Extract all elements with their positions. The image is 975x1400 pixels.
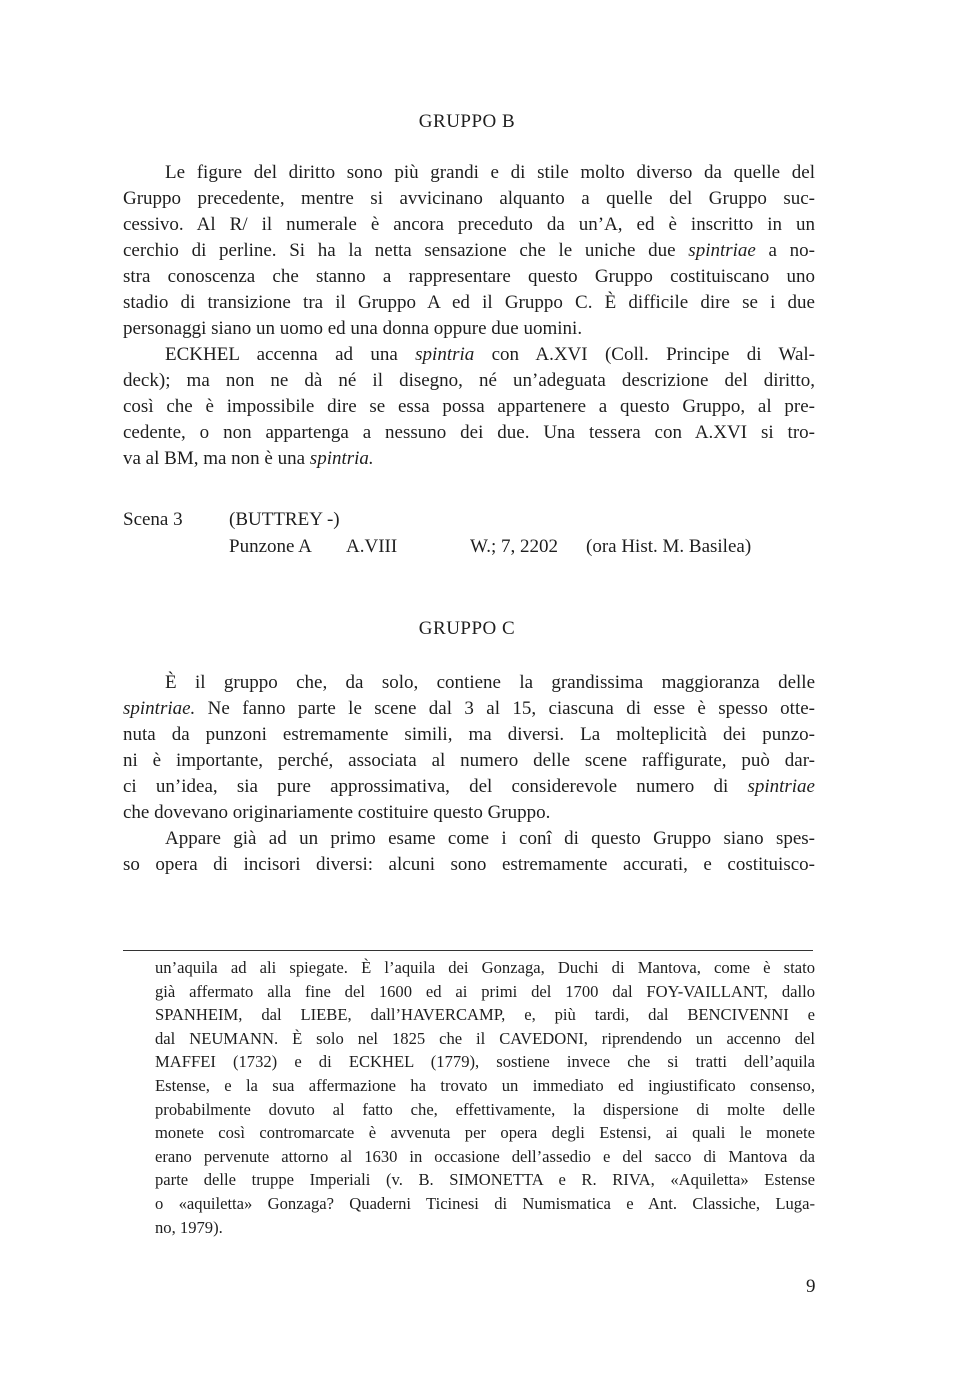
footnote-line: Estense, e la sua affermazione ha trovato un immediato ed ingiustificato consenso, <box>155 1075 815 1095</box>
footnote-line: no, 1979). <box>155 1217 223 1237</box>
text-line <box>123 722 815 748</box>
text-line <box>123 316 815 342</box>
footnote-line: o «aquiletta» Gonzaga? Quaderni Ticinesi di Numismatica e Ant. Classiche, Luga- <box>155 1193 815 1213</box>
text-run: stadio di transizione tra il Gruppo A ed il Gruppo C. È difficile dire se i due <box>123 292 815 313</box>
text-run: cessivo. Al R/ il numerale è ancora preceduto da un’A, ed è inscritto in un <box>123 214 815 235</box>
italic-term: spintriae. <box>123 698 196 719</box>
section-heading-gruppo-b: GRUPPO B <box>418 111 516 132</box>
text-line <box>123 852 815 878</box>
text-line <box>123 238 815 264</box>
text-run: va al BM, ma non è una <box>123 448 310 469</box>
scena-label: Scena 3 <box>123 509 183 530</box>
section-heading-gruppo-c: GRUPPO C <box>418 618 516 639</box>
text-run: Appare già ad un primo esame come i conî di questo Gruppo siano spes- <box>165 828 815 849</box>
text-line <box>123 160 815 186</box>
gruppo-c-body <box>123 670 815 878</box>
scena-source: W.; 7, 2202 <box>470 536 558 557</box>
text-line <box>123 800 815 826</box>
text-line <box>123 670 815 696</box>
footnote-line: erano pervenute attorno al 1630 in occasione dell’assedio e del sacco di Mantova da <box>155 1146 815 1166</box>
scena-punzone: Punzone A <box>229 536 312 557</box>
text-run: stra conoscenza che stanno a rappresentare questo Gruppo costituiscano uno <box>123 266 815 287</box>
text-run: È il gruppo che, da solo, contiene la grandissima maggioranza delle <box>165 672 815 693</box>
italic-term: spintria <box>415 344 475 365</box>
footnote-line: un’aquila ad ali spiegate. È l’aquila dei Gonzaga, Duchi di Mantova, come è stato <box>155 958 815 977</box>
text-run: Le figure del diritto sono più grandi e di stile molto diverso da quelle del <box>165 162 815 183</box>
text-line <box>123 748 815 774</box>
italic-term: spintria. <box>309 448 374 469</box>
scena-reference: (BUTTREY -) <box>229 509 340 530</box>
text-run: con A.XVI (Coll. Principe di Wal- <box>474 344 815 365</box>
italic-term: spintriae <box>688 240 756 261</box>
scena-location: (ora Hist. M. Basilea) <box>586 536 752 557</box>
gruppo-b-body <box>123 160 815 472</box>
text-line <box>123 264 815 290</box>
text-run: Ne fanno parte le scene dal 3 al 15, ciascuna di esse è spesso otte- <box>195 698 815 719</box>
text-run: Gruppo precedente, mentre si avvicinano alquanto a quelle del Gruppo suc- <box>123 188 815 209</box>
page-number: 9 <box>806 1276 816 1297</box>
footnote-line: probabilmente dovuto al fatto che, effettivamente, la dispersione di molte delle <box>155 1099 815 1119</box>
text-run: personaggi siano un uomo ed una donna oppure due uomini. <box>123 318 583 339</box>
text-line <box>123 394 815 420</box>
text-line <box>123 774 815 800</box>
text-run: ni è importante, perché, associata al numero delle scene raffigurate, può dar- <box>123 750 815 771</box>
text-run: a no- <box>755 240 815 261</box>
text-run: così che è impossibile dire se essa possa appartenere a questo Gruppo, al pre- <box>123 396 815 417</box>
text-line <box>123 446 815 472</box>
footnote-line: già affermato alla fine del 1600 ed ai primi del 1700 dal FOY-VAILLANT, dallo <box>155 981 815 1001</box>
text-run: cerchio di perline. Si ha la netta sensazione che le uniche due <box>123 240 689 261</box>
footnote-line: MAFFEI (1732) e di ECKHEL (1779), sostiene invece che si tratti dell’aquila <box>155 1052 815 1072</box>
scena-numeral: A.VIII <box>346 536 398 557</box>
text-line <box>123 290 815 316</box>
text-run: cedente, o non appartenga a nessuno dei due. Una tessera con A.XVI si tro- <box>123 422 815 443</box>
text-run: ECKHEL accenna ad una <box>165 344 416 365</box>
text-line <box>123 212 815 238</box>
text-run: che dovevano originariamente costituire questo Gruppo. <box>123 802 551 823</box>
text-line <box>123 342 815 368</box>
text-run: nuta da punzoni estremamente simili, ma diversi. La molteplicità dei punzo- <box>123 724 815 745</box>
text-line <box>123 368 815 394</box>
text-run: deck); ma non ne dà né il disegno, né un’adeguata descrizione del diritto, <box>123 370 815 391</box>
text-line <box>123 696 815 722</box>
footnote-line: monete così contromarcate è avvenuta per opera degli Estensi, ai quali le monete <box>155 1123 815 1143</box>
footnote-divider <box>123 950 813 951</box>
footnote-line: parte delle truppe Imperiali (v. B. SIMONETTA e R. RIVA, «Aquiletta» Estense <box>155 1170 815 1190</box>
text-run: so opera di incisori diversi: alcuni sono estremamente accurati, e costituisco- <box>123 854 815 875</box>
footnote-line: dal NEUMANN. È solo nel 1825 che il CAVEDONI, riprendendo un accenno del <box>155 1028 815 1048</box>
footnote-line: SPANHEIM, dal LIEBE, dall’HAVERCAMP, e, più tardi, dal BENCIVENNI e <box>155 1005 815 1025</box>
italic-term: spintriae <box>747 776 815 797</box>
text-line <box>123 826 815 852</box>
footnote <box>155 956 815 1239</box>
text-line <box>123 186 815 212</box>
text-run: ci un’idea, sia pure approssimativa, del considerevole numero di <box>123 776 748 797</box>
text-line <box>123 420 815 446</box>
